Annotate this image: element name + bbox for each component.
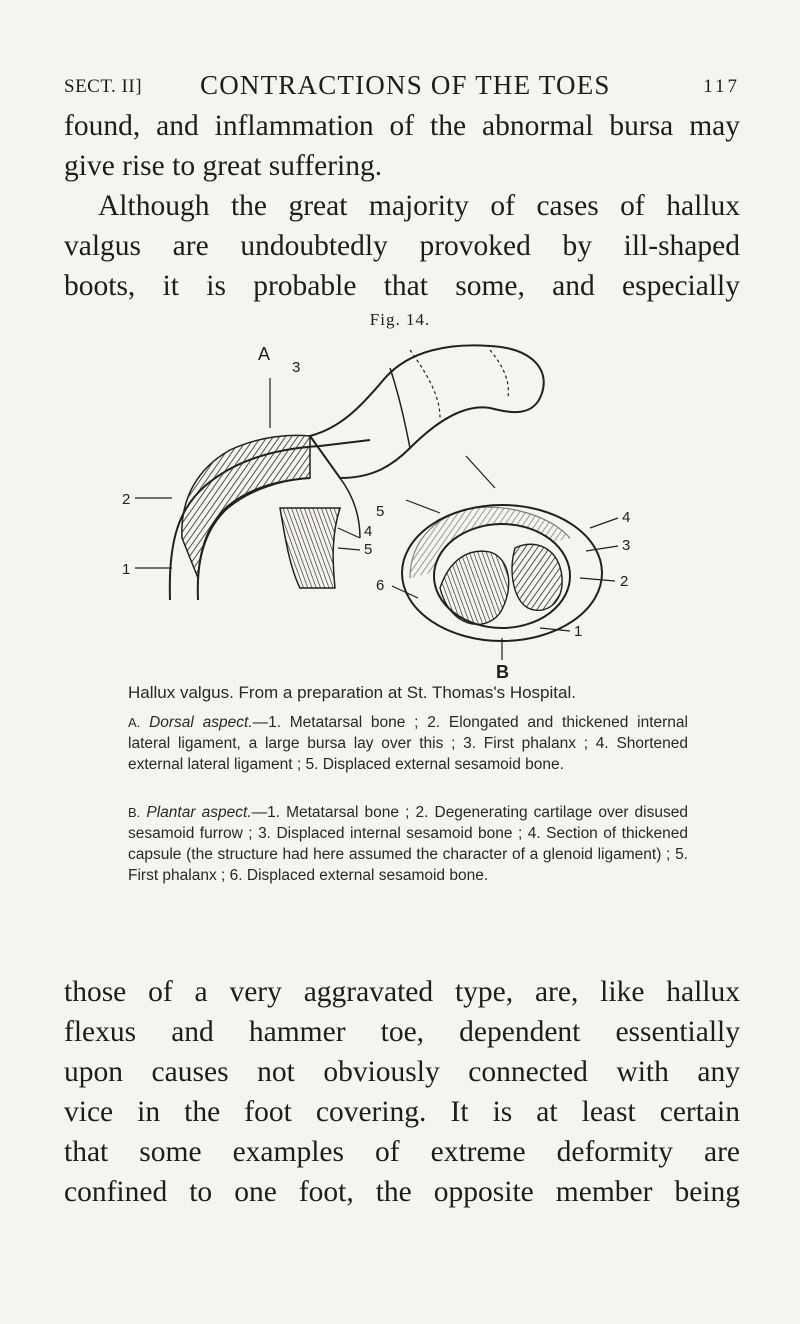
caption-b-heading: Plantar aspect. [146,804,252,821]
text-line: confined to one foot, the opposite member being [64,1176,740,1208]
text-line: give rise to great suffering. [64,150,383,182]
caption-plantar [128,802,688,886]
text-line: that some examples of extreme deformity are [64,1136,740,1168]
label-b-3: 3 [622,537,631,554]
running-header [64,68,740,108]
text-line: those of a very aggravated type, are, like hallux [64,976,740,1008]
plantar-view [392,456,618,660]
hallux-valgus-drawing [110,338,720,683]
label-b-6: 6 [376,577,385,594]
caption-a-heading: Dorsal aspect. [149,714,253,731]
figure-illustration [110,338,720,683]
view-a-letter: A [258,344,271,364]
page-number: 117 [703,76,740,97]
text-line: upon causes not obviously connected with any [64,1056,740,1088]
text-line: flexus and hammer toe, dependent essentially [64,1016,740,1048]
top-text-block [64,106,740,306]
section-marker: SECT. II] [64,76,143,97]
caption-a-letter: A. [128,715,141,730]
text-line: found, and inflammation of the abnormal bursa may [64,110,740,142]
label-b-4: 4 [622,509,631,526]
label-b-5: 5 [376,503,385,520]
running-title: CONTRACTIONS OF THE TOES [200,70,611,100]
label-a-2: 2 [122,491,131,508]
label-b-1: 1 [574,623,583,640]
text-line: Although the great majority of cases of hallux [98,190,740,222]
caption-a-text: —1. Metatarsal bone ; 2. Elongated and thickened internal lateral ligament, a large bursa lay over this ; 3. First phalanx ; 4. Shortened external lateral ligament ; 5. Displaced external sesamoid bone. [128,714,688,773]
view-b-letter: B [496,662,509,682]
label-b-2: 2 [620,573,629,590]
label-a-1: 1 [122,561,131,578]
text-line: valgus are undoubtedly provoked by ill-shaped [64,230,740,262]
text-line: vice in the foot covering. It is at least certain [64,1096,740,1128]
figure-label: Fig. 14. [369,310,431,329]
bottom-text-block [64,972,740,1212]
label-a-5: 5 [364,541,373,558]
text-line: boots, it is probable that some, and especially [64,270,740,302]
label-a-4: 4 [364,523,373,540]
caption-b-letter: B. [128,805,141,820]
label-a-3: 3 [292,359,301,376]
figure-caption-title: Hallux valgus. From a preparation at St. Thomas's Hospital. [128,683,576,702]
caption-b-text: —1. Metatarsal bone ; 2. Degenerating cartilage over disused sesamoid furrow ; 3. Displaced internal sesamoid bone ; 4. Section of thickened capsule (the structure had here assumed the character of a glenoid ligament) ; 5. First phalanx ; 6. Displaced external sesamoid bone. [128,804,688,884]
caption-dorsal [128,712,688,775]
